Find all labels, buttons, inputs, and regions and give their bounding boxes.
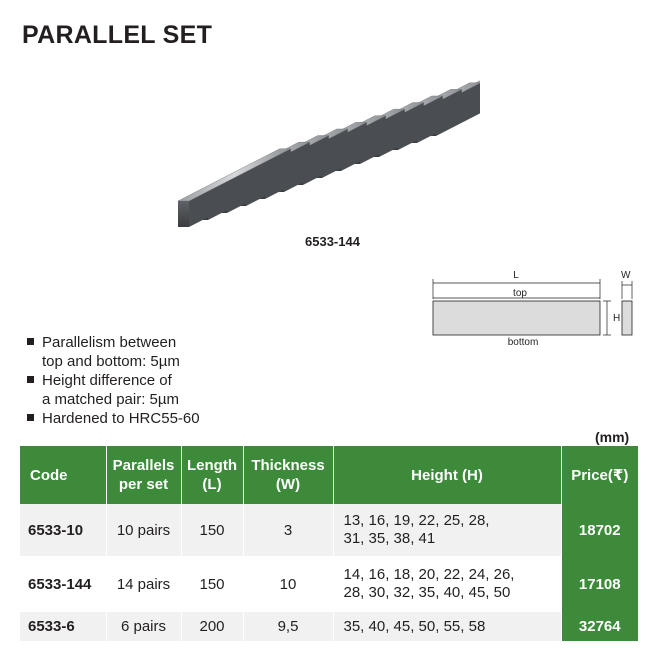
diagram-label-w: W xyxy=(621,270,631,281)
bullet-square-icon xyxy=(27,338,34,345)
table-row xyxy=(20,612,638,641)
feature-item: Parallelism between top and bottom: 5µm xyxy=(27,333,200,371)
cell-thickness: 9,5 xyxy=(243,612,333,641)
diagram-bar-end-view xyxy=(622,301,632,335)
cell-code: 6533-10 xyxy=(20,504,106,556)
diagram-label-bottom: bottom xyxy=(507,337,539,348)
table-row xyxy=(20,504,638,556)
cell-code: 6533-6 xyxy=(20,612,106,641)
bullet-square-icon xyxy=(27,376,34,383)
table-header-row xyxy=(20,446,638,504)
header-height: Height (H) xyxy=(333,446,561,504)
cell-thickness: 10 xyxy=(243,556,333,612)
feature-item: Hardened to HRC55-60 xyxy=(27,409,200,428)
diagram-width-dimension xyxy=(621,270,632,335)
diagram-bar-side-view xyxy=(433,301,600,335)
cell-parallels: 6 pairs xyxy=(106,612,181,641)
parallel-set-product-image xyxy=(140,55,480,240)
cell-code: 6533-144 xyxy=(20,556,106,612)
header-price: Price(₹) xyxy=(561,446,638,504)
feature-item: Height difference of a matched pair: 5µm xyxy=(27,371,200,409)
header-length: Length (L) xyxy=(181,446,243,504)
cell-length: 150 xyxy=(181,556,243,612)
diagram-label-h: H xyxy=(613,313,621,324)
page-title: PARALLEL SET xyxy=(22,21,213,49)
cell-parallels: 10 pairs xyxy=(106,504,181,556)
cell-height: 14, 16, 18, 20, 22, 24, 26, 28, 30, 32, 35, 40, 45, 50 xyxy=(333,556,561,612)
cell-height: 35, 40, 45, 50, 55, 58 xyxy=(333,612,561,641)
unit-label: (mm) xyxy=(595,429,630,445)
spec-table xyxy=(20,446,638,641)
bullet-square-icon xyxy=(27,414,34,421)
cell-price: 18702 xyxy=(561,504,638,556)
dimension-diagram xyxy=(425,265,640,350)
parallel-bar xyxy=(178,201,189,227)
feature-list xyxy=(27,333,200,428)
cell-parallels: 14 pairs xyxy=(106,556,181,612)
cell-height: 13, 16, 19, 22, 25, 28, 31, 35, 38, 41 xyxy=(333,504,561,556)
header-thickness: Thickness (W) xyxy=(243,446,333,504)
header-code: Code xyxy=(20,446,106,504)
cell-price: 17108 xyxy=(561,556,638,612)
product-model-caption: 6533-144 xyxy=(305,234,360,249)
diagram-label-top: top xyxy=(513,288,527,299)
cell-price: 32764 xyxy=(561,612,638,641)
cell-thickness: 3 xyxy=(243,504,333,556)
header-parallels: Parallels per set xyxy=(106,446,181,504)
diagram-height-dimension xyxy=(603,301,620,335)
table-row xyxy=(20,556,638,612)
diagram-label-l: L xyxy=(513,270,519,281)
cell-length: 150 xyxy=(181,504,243,556)
cell-length: 200 xyxy=(181,612,243,641)
